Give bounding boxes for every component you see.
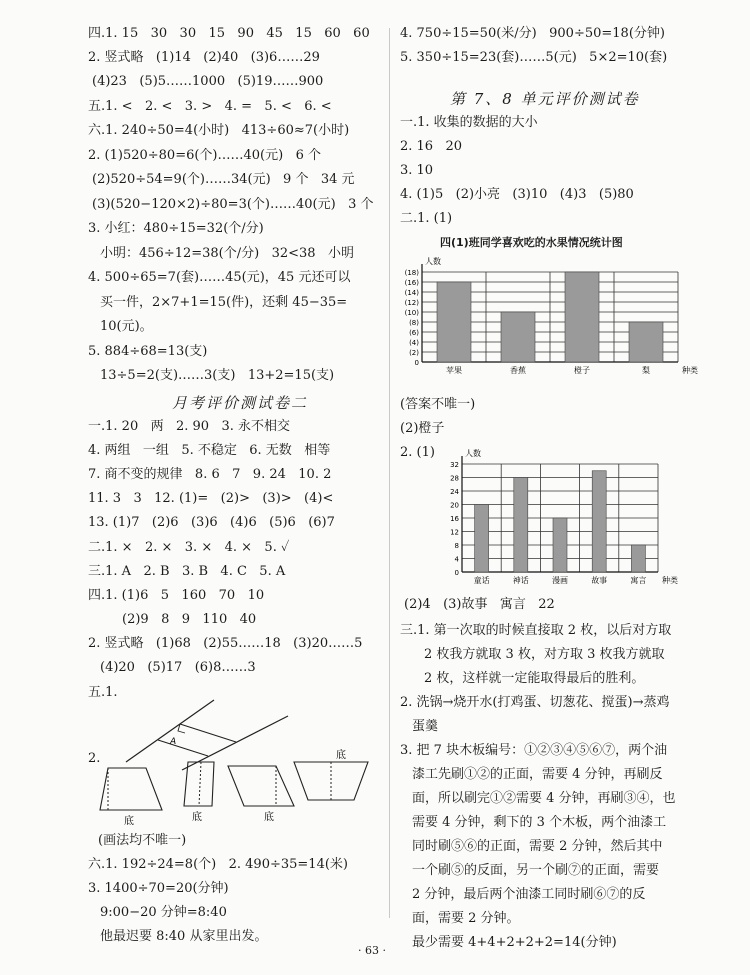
answer-line: 最少需要 4+4+2+2+2=14(分钟) (412, 935, 617, 950)
answer-line: 2 枚我方就取 3 枚，对方取 3 枚我方就取 (424, 647, 665, 662)
answer-line: 2. 竖式略 (1)14 (2)40 (3)6……29 (88, 50, 320, 65)
section-title: 月考评价测试卷二 (172, 394, 309, 412)
answer-line: 六.1. 192÷24=8(个) 2. 490÷35=14(米) (88, 857, 348, 872)
bar (437, 282, 471, 362)
answer-line: 7. 商不变的规律 8. 6 7 9. 24 10. 2 (88, 467, 332, 482)
answer-line: 二.1. (1) (400, 211, 453, 226)
bar (631, 545, 645, 572)
answer-line: 2. (1) (400, 445, 435, 460)
answer-line: 三.1. A 2. B 3. B 4. C 5. A (88, 564, 286, 579)
bar (514, 478, 528, 573)
answer-line: 3. 10 (400, 163, 434, 178)
bar (475, 505, 489, 573)
y-tick-label: 28 (450, 474, 459, 483)
answer-line: 10(元)。 (100, 319, 153, 334)
answer-line: 3. 把 7 块木板编号：①②③④⑤⑥⑦，两个油 (400, 743, 668, 758)
y-tick-label: (6) (409, 329, 419, 337)
answer-line: 4. (1)5 (2)小亮 (3)10 (4)3 (5)80 (400, 187, 634, 202)
answer-line: 五.1. < 2. < 3. > 4. = 5. < 6. < (88, 99, 332, 114)
trapezoid-3 (228, 766, 294, 806)
answer-line: 3. 小红：480÷15=32(个/分) (88, 221, 264, 236)
trapezoid-figures (88, 748, 378, 828)
answer-line: 2. (1)520÷80=6(个)……40(元) 6 个 (88, 148, 321, 163)
category-label: 漫画 (552, 576, 568, 585)
page-number: · 63 · (358, 944, 386, 957)
x-axis-label: 种类 (682, 366, 698, 375)
answer-line: 3. 1400÷70=20(分钟) (88, 881, 229, 896)
y-tick-label: (2) (409, 349, 419, 357)
answer-line: 11. 3 3 12. (1)= (2)> (3)> (4)< (88, 491, 334, 506)
y-tick-label: 12 (450, 528, 459, 537)
answer-line: 四.1. 15 30 30 15 90 45 15 60 60 (88, 26, 370, 41)
category-label: 香蕉 (510, 366, 526, 375)
column-divider (389, 28, 390, 918)
answer-line: (4)23 (5)5……1000 (5)19……900 (92, 74, 324, 89)
answer-line: (4)20 (5)17 (6)8……3 (100, 660, 256, 675)
category-label: 童话 (473, 576, 490, 585)
answer-line: 一个刷⑤的反面，另一个刷⑦的正面，需要 (412, 863, 660, 878)
answer-line: 2 枚，这样就一定能取得最后的胜利。 (424, 671, 645, 686)
trapezoid-1 (100, 768, 162, 810)
y-tick-label: (18) (404, 269, 419, 277)
trapezoid-base-label: 底 (336, 750, 346, 761)
trapezoid-4 (294, 762, 368, 800)
answer-line: 2. 洗锅→烧开水(打鸡蛋、切葱花、搅蛋)→蒸鸡 (400, 695, 670, 710)
answer-line: 13. (1)7 (2)6 (3)6 (4)6 (5)6 (6)7 (88, 515, 335, 530)
answer-line: 六.1. 240÷50=4(小时) 413÷60≈7(小时) (88, 123, 350, 138)
category-label: 苹果 (446, 366, 462, 375)
y-tick-label: (14) (404, 289, 419, 297)
trapezoid-base-label: 底 (192, 812, 202, 823)
category-label: 故事 (591, 576, 608, 585)
chart1-title: 四(1)班同学喜欢吃的水果情况统计图 (440, 236, 623, 249)
answer-line: 需要 4 分钟，剩下的 3 个木板，两个油漆工 (412, 815, 667, 830)
y-tick-label: 24 (450, 488, 459, 496)
answer-line: 同时刷⑤⑥的正面，需要 2 分钟，然后其中 (412, 839, 663, 854)
answer-line: 2. 16 20 (400, 139, 463, 154)
answer-line: 4. 750÷15=50(米/分) 900÷50=18(分钟) (400, 26, 665, 41)
answer-line: (2)520÷54=9(个)……34(元) 9 个 34 元 (92, 172, 355, 187)
point-a-label: A (170, 737, 177, 747)
y-axis-label: 人数 (465, 449, 481, 458)
bar (592, 471, 606, 572)
bar (629, 322, 663, 362)
answer-line: (答案不唯一) (400, 397, 476, 412)
y-tick-label: (10) (404, 309, 419, 317)
answer-line: 他最迟要 8:40 从家里出发。 (100, 929, 268, 944)
answer-line: 2. (88, 751, 101, 766)
y-tick-label: (8) (409, 319, 419, 327)
answer-line: 面，所以刷完①②需要 4 分钟，再刷③④，也 (412, 791, 676, 806)
y-axis-label: 人数 (425, 257, 441, 266)
answer-line: 二.1. × 2. × 3. × 4. × 5. ✓ (88, 540, 290, 555)
y-tick-label: 0 (414, 359, 419, 367)
y-tick-label: 8 (454, 542, 459, 550)
answer-line: 四.1. (1)6 5 160 70 10 (88, 588, 265, 603)
answer-line: 一.1. 20 两 2. 90 3. 永不相交 (88, 419, 291, 434)
answer-line: 小明：456÷12=38(个/分) 32<38 小明 (100, 246, 354, 261)
answer-line: 面，需要 2 分钟。 (412, 911, 520, 926)
y-tick-label: (4) (409, 339, 419, 347)
y-tick-label: 20 (450, 501, 459, 510)
answer-line: 5. 350÷15=23(套)……5(元) 5×2=10(套) (400, 50, 668, 65)
answer-line: 9:00−20 分钟=8:40 (100, 905, 227, 920)
y-tick-label: 4 (454, 555, 459, 564)
answer-line: (3)(520−120×2)÷80=3(个)……40(元) 3 个 (92, 197, 374, 212)
perpendicular-b (180, 724, 236, 742)
answer-line: 五.1. (88, 685, 118, 700)
answer-line: 13÷5=2(支)……3(支) 13+2=15(支) (100, 368, 335, 383)
y-tick-label: 16 (450, 515, 459, 523)
answer-line: 5. 884÷68=13(支) (88, 344, 208, 359)
trapezoid-base-label: 底 (124, 816, 134, 827)
answer-line: 4. 500÷65=7(套)……45(元)，45 元还可以 (88, 270, 351, 285)
section-title: 第 7、8 单元评价测试卷 (450, 90, 640, 108)
trapezoid-2 (184, 762, 214, 806)
answer-line: (2)橙子 (400, 421, 445, 436)
category-label: 橙子 (574, 366, 590, 375)
book-bar-chart (400, 448, 700, 590)
trapezoid-base-label: 底 (264, 812, 274, 823)
answer-line: 一.1. 收集的数据的大小 (400, 115, 538, 130)
fruit-bar-chart (400, 250, 700, 380)
answer-line: (2)9 8 9 110 40 (122, 612, 257, 627)
x-axis-label: 种类 (662, 576, 678, 585)
y-tick-label: (16) (404, 279, 419, 287)
y-tick-label: 32 (450, 461, 459, 469)
figure-note: (画法均不唯一) (98, 833, 187, 848)
bar (501, 312, 535, 362)
answer-line: 漆工先刷①②的正面，需要 4 分钟，再刷反 (412, 767, 663, 782)
answer-line: 买一件，2×7+1=15(件)，还剩 45−35= (100, 295, 348, 310)
bar (553, 518, 567, 572)
answer-line: (2)4 (3)故事 寓言 22 (404, 597, 555, 612)
answer-line: 三.1. 第一次取的时候直接取 2 枚，以后对方取 (400, 623, 672, 638)
answer-line: 2. 竖式略 (1)68 (2)55……18 (3)20……5 (88, 636, 363, 651)
answer-line: 2 分钟，最后两个油漆工同时刷⑥⑦的反 (412, 887, 646, 902)
y-tick-label: 0 (454, 569, 459, 577)
y-tick-label: (12) (404, 299, 419, 307)
bar (565, 272, 599, 362)
category-label: 寓言 (630, 576, 647, 585)
category-label: 梨 (642, 366, 650, 375)
answer-line: 蛋羹 (412, 719, 439, 734)
answer-line: 4. 两组 一组 5. 不稳定 6. 无数 相等 (88, 443, 331, 458)
category-label: 神话 (512, 576, 529, 585)
